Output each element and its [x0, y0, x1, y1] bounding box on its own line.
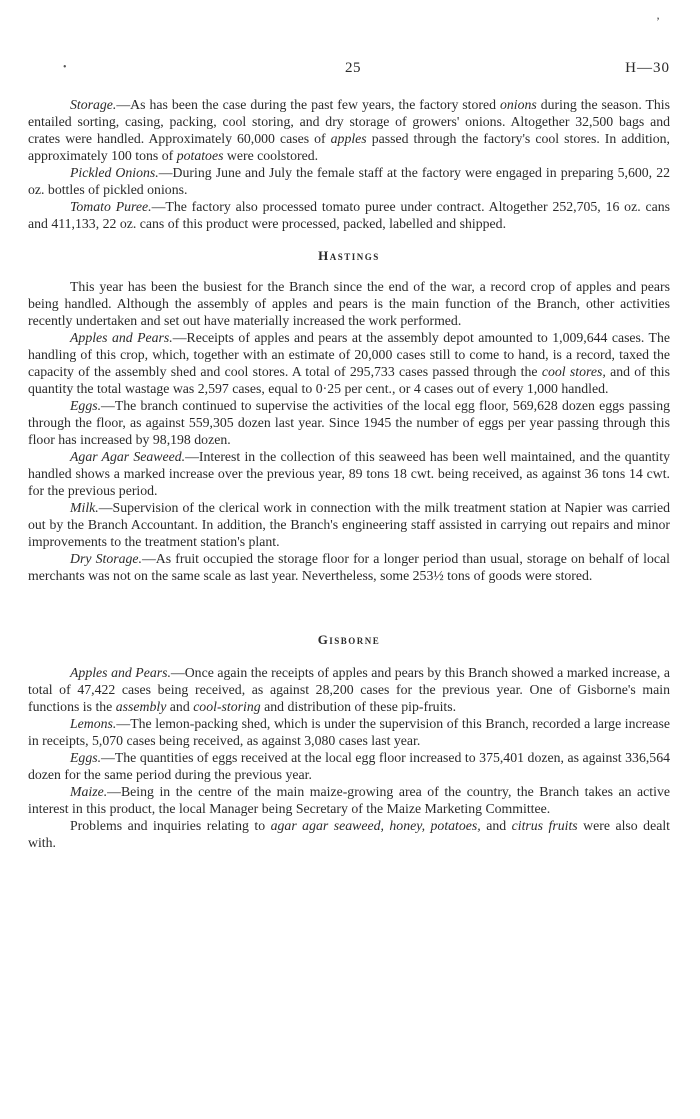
paragraph-hastings-milk: Milk.—Supervision of the clerical work in connection with the milk treatment station at Napier was carried out by the Branch Accountant. In addition, the Branch's engineering staff assisted in carrying out repairs and minor improvements to the treatment station's plant. [28, 500, 670, 549]
page-number: 25 [345, 60, 361, 76]
scan-mark-right: ’ [656, 14, 660, 28]
lead-hastings-agar: Agar Agar Seaweed. [70, 449, 186, 464]
paragraph-pickled-onions: Pickled Onions.—During June and July the female staff at the factory were engaged in preparing 5,600, 22 oz. bottles of pickled onions. [28, 165, 670, 197]
lead-gisborne-lemons: Lemons. [70, 716, 117, 731]
page-header [0, 60, 700, 84]
paragraph-hastings-agar: Agar Agar Seaweed.—Interest in the collection of this seaweed has been well maintained, and the quantity handled shows a marked increase over the previous year, 89 tons 18 cwt. being received, as against 36 tons 14 cwt. for the previous period. [28, 449, 670, 498]
paragraph-gisborne-eggs: Eggs.—The quantities of eggs received at the local egg floor increased to 375,401 dozen, as against 336,564 dozen for the same period during the previous year. [28, 750, 670, 782]
section-heading-hastings: Hastings [318, 248, 380, 263]
paragraph-hastings-dry-storage: Dry Storage.—As fruit occupied the storage floor for a longer period than usual, storage on behalf of local merchants was not on the same scale as last year. Nevertheless, some 253½ tons of goods were stored. [28, 551, 670, 583]
lead-gisborne-eggs: Eggs. [70, 750, 102, 765]
paragraph-hastings-intro: This year has been the busiest for the Branch since the end of the war, a record crop of apples and pears being handled. Although the assembly of apples and pears is the main function of the Branch, other activities recently undertaken and set out have materially increased the work performed. [28, 279, 670, 328]
document-reference: H—30 [625, 60, 670, 76]
paragraph-storage: Storage.—As has been the case during the past few years, the factory stored onions during the season. This entailed sorting, casing, packing, cool storing, and dry storage of growers' onions. Altogether 32,500 bags and crates were handled. Approximately 60,000 cases of apples passed through the factory's cool stores. In addition, approximately 100 tons of potatoes were coolstored. [28, 97, 671, 163]
paragraph-tomato-puree: Tomato Puree.—The factory also processed tomato puree under contract. Altogether 252,705, 16 oz. cans and 411,133, 22 oz. cans of this product were processed, packed, labelled and shipped. [28, 199, 670, 231]
paragraph-gisborne-problems: Problems and inquiries relating to agar agar seaweed, honey, potatoes, and citrus fruits were also dealt with. [28, 818, 670, 850]
lead-storage: Storage. [70, 97, 117, 112]
paragraph-hastings-apples: Apples and Pears.—Receipts of apples and pears at the assembly depot amounted to 1,009,644 cases. The handling of this crop, which, together with an estimate of 20,000 cases still to come to hand, is a record, taxed the capacity of the assembly shed and cool stores. A total of 295,733 cases passed through the cool stores, and of this quantity the total wastage was 2,597 cases, equal to 0·25 per cent., or 4 cases out of every 1,000 handled. [28, 330, 671, 396]
lead-gisborne-maize: Maize. [70, 784, 108, 799]
lead-gisborne-apples: Apples and Pears. [70, 665, 171, 680]
lead-hastings-milk: Milk. [70, 500, 99, 515]
scan-mark-left: • [63, 62, 67, 73]
paragraph-gisborne-lemons: Lemons.—The lemon-packing shed, which is under the supervision of this Branch, recorded a large increase in receipts, 5,070 cases being received, as against 3,080 cases last year. [28, 716, 670, 748]
section-heading-gisborne: Gisborne [317, 632, 381, 647]
paragraph-hastings-eggs: Eggs.—The branch continued to supervise the activities of the local egg floor, 569,628 dozen eggs passing through the floor, as against 559,305 dozen last year. Since 1945 the number of eggs per year passing through this floor has increased by 98,198 dozen. [28, 398, 670, 447]
lead-tomato-puree: Tomato Puree. [70, 199, 152, 214]
lead-pickled-onions: Pickled Onions. [70, 165, 159, 180]
lead-hastings-apples: Apples and Pears. [70, 330, 173, 345]
lead-hastings-eggs: Eggs. [70, 398, 102, 413]
lead-hastings-dry-storage: Dry Storage. [70, 551, 142, 566]
paragraph-gisborne-apples: Apples and Pears.—Once again the receipts of apples and pears by this Branch showed a marked increase, a total of 47,422 cases being received, as against 28,200 cases for the previous year. One of Gisborne's main functions is the assembly and cool-storing and distribution of these pip-fruits. [28, 665, 670, 714]
page-body [28, 96, 670, 851]
paragraph-gisborne-maize: Maize.—Being in the centre of the main maize-growing area of the country, the Branch takes an active interest in this product, the local Manager being Secretary of the Maize Marketing Committee. [28, 784, 670, 816]
